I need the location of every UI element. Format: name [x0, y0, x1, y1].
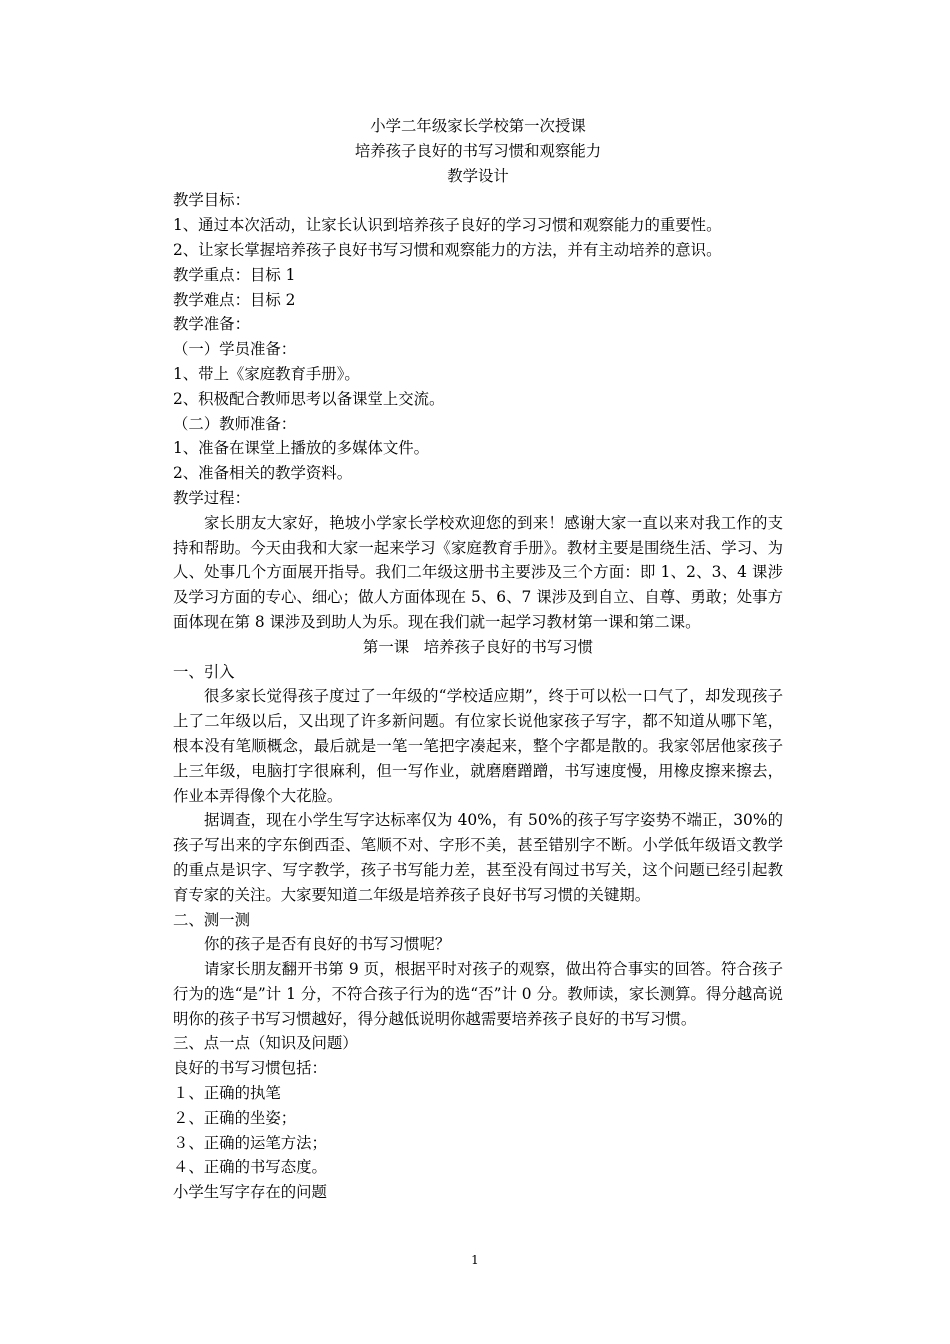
habit-item-2: ２、正确的坐姿；: [173, 1108, 297, 1127]
page-number: 1: [471, 1253, 479, 1267]
teacher-preparation-heading: （二）教师准备：: [173, 414, 297, 433]
section-1-paragraph-2: 据调查，现在小学生写字达标率仅为 40%，有 50%的孩子写字姿势不端正，30%的孩子写出来的字东倒西歪、笔顺不对、字形不美，甚至错别字不断。小学低年级语文教学的重点是识字、写字教学，孩子书写能力差，甚至没有闯过书写关，这个问题已经引起教育专家的关注。大家要知道二年级是培养孩子良好书写习惯的关键期。: [173, 811, 783, 904]
preparation-heading: 教学准备：: [173, 315, 250, 334]
section-2-heading: 二、测一测: [173, 910, 250, 929]
section-1-paragraph-1: 很多家长觉得孩子度过了一年级的“学校适应期”，终于可以松一口气了，却发现孩子上了二年级以后，又出现了许多新问题。有位家长说他家孩子写字，都不知道从哪下笔，根本没有笔顺概念，最后就是一笔一笔把字凑起来，整个字都是散的。我家邻居他家孩子上三年级，电脑打字很麻利，但一写作业，就磨磨蹭蹭，书写速度慢，用橡皮擦来擦去，作业本弄得像个大花脸。: [173, 687, 783, 805]
key-point: 教学重点：目标 1: [173, 265, 296, 284]
document-body: [173, 114, 783, 1205]
section-2-paragraph: 请家长朋友翻开书第 9 页，根据平时对孩子的观察，做出符合事实的回答。符合孩子行为的选“是”计 1 分，不符合孩子行为的选“否”计 0 分。教师读，家长测算。得分越高说明你的孩子书写习惯越好，得分越低说明你越需要培养孩子良好的书写习惯。: [173, 960, 783, 1028]
habits-heading: 良好的书写习惯包括：: [173, 1059, 327, 1078]
objective-item-2: 2、让家长掌握培养孩子良好书写习惯和观察能力的方法，并有主动培养的意识。: [173, 240, 722, 259]
problems-heading: 小学生写字存在的问题: [173, 1183, 327, 1202]
student-preparation-item-1: 1、带上《家庭教育手册》。: [173, 364, 360, 383]
teacher-preparation-item-2: 2、准备相关的教学资料。: [173, 464, 353, 483]
student-preparation-heading: （一）学员准备：: [173, 340, 297, 359]
lesson-1-title: 第一课 培养孩子良好的书写习惯: [362, 637, 594, 656]
objectives-heading: 教学目标：: [173, 191, 250, 210]
title-line-2: 培养孩子良好的书写习惯和观察能力: [354, 141, 602, 160]
process-heading: 教学过程：: [173, 488, 250, 507]
student-preparation-item-2: 2、积极配合教师思考以备课堂上交流。: [173, 389, 445, 408]
difficulty: 教学难点：目标 2: [173, 290, 296, 309]
title-line-3: 教学设计: [447, 166, 509, 185]
objective-item-1: 1、通过本次活动，让家长认识到培养孩子良好的学习习惯和观察能力的重要性。: [173, 216, 722, 235]
section-3-heading: 三、点一点（知识及问题）: [173, 1034, 358, 1053]
title-line-1: 小学二年级家长学校第一次授课: [370, 117, 586, 135]
section-2-question: 你的孩子是否有良好的书写习惯呢？: [204, 935, 451, 954]
habit-item-4: ４、正确的书写态度。: [173, 1158, 327, 1177]
section-1-heading: 一、引入: [173, 662, 235, 681]
habit-item-1: １、正确的执笔: [173, 1084, 281, 1103]
teacher-preparation-item-1: 1、准备在课堂上播放的多媒体文件。: [173, 439, 430, 458]
habit-item-3: ３、正确的运笔方法；: [173, 1133, 327, 1152]
intro-paragraph: 家长朋友大家好，艳坡小学家长学校欢迎您的到来！感谢大家一直以来对我工作的支持和帮助。今天由我和大家一起来学习《家庭教育手册》。教材主要是围绕生活、学习、为人、处事几个方面展开指导。我们二年级这册书主要涉及三个方面：即 1、2、3、4 课涉及学习方面的专心、细心；做人方面体现在 5、6、7 课涉及到自立、自尊、勇敢；处事方面体现在第 8 课涉及到助人为乐。现在我们就一起学习教材第一课和第二课。: [173, 513, 783, 631]
